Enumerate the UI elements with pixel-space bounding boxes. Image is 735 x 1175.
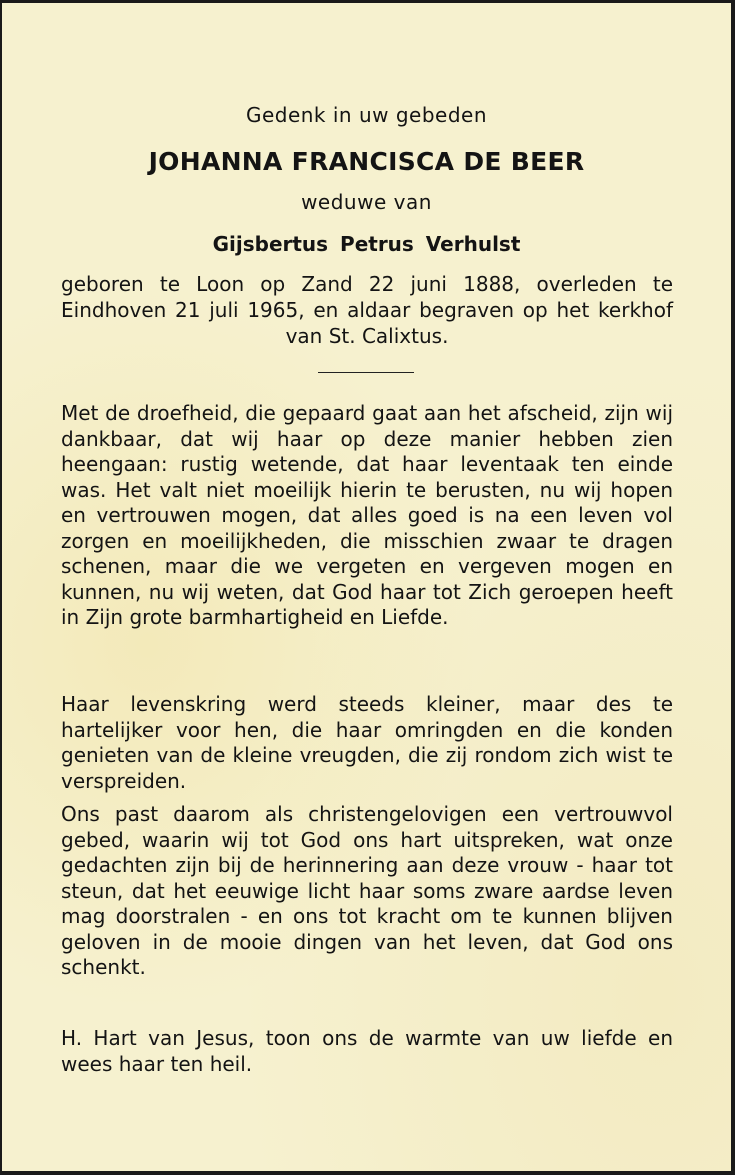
divider-line [318,372,414,373]
paragraph-prayer: Ons past daarom als christengelovigen een vertrouwvol gebed, waarin wij tot God ons hart uitspreken, wat onze gedachten zijn bij de herinnering aan deze vrouw - haar tot steun, dat het eeuwige licht haar soms zware aardse leven mag doorstralen - en ons tot kracht om te kunnen blijven geloven in de mooie dingen van het leven, dat God ons schenkt. [61,802,673,979]
paragraph-invocation: H. Hart van Jesus, toon ons de warmte van uw liefde en wees haar ten heil. [61,1026,673,1076]
relation-line: weduwe van [301,190,432,214]
memorial-card [2,3,731,1171]
deceased-name: JOHANNA FRANCISCA DE BEER [148,147,585,176]
paragraph-farewell: Met de droefheid, die gepaard gaat aan het afscheid, zijn wij dankbaar, dat wij haar op deze manier hebben zien heengaan: rustig wetende, dat haar leventaak ten einde was. Het valt niet moeilijk hierin te berusten, nu wij hopen en vertrouwen mogen, dat alles goed is na een leven vol zorgen en moeilijkheden, die misschien zwaar te dragen schenen, maar die we vergeten en vergeven mogen en kunnen, nu wij weten, dat God haar tot Zich geroepen heeft in Zijn grote barmhartigheid en Liefde. [61,401,673,629]
remembrance-heading: Gedenk in uw gebeden [245,103,488,127]
spouse-name: Gijsbertus Petrus Verhulst [212,232,521,256]
paragraph-life-circle: Haar levenskring werd steeds kleiner, maar des te hartelijker voor hen, die haar omringden en die konden genieten van de kleine vreugden, die zij rondom zich wist te verspreiden. [61,692,673,793]
biography-text: geboren te Loon op Zand 22 juni 1888, overleden te Eindhoven 21 juli 1965, en aldaar begraven op het kerkhof van St. Calixtus. [61,272,673,348]
